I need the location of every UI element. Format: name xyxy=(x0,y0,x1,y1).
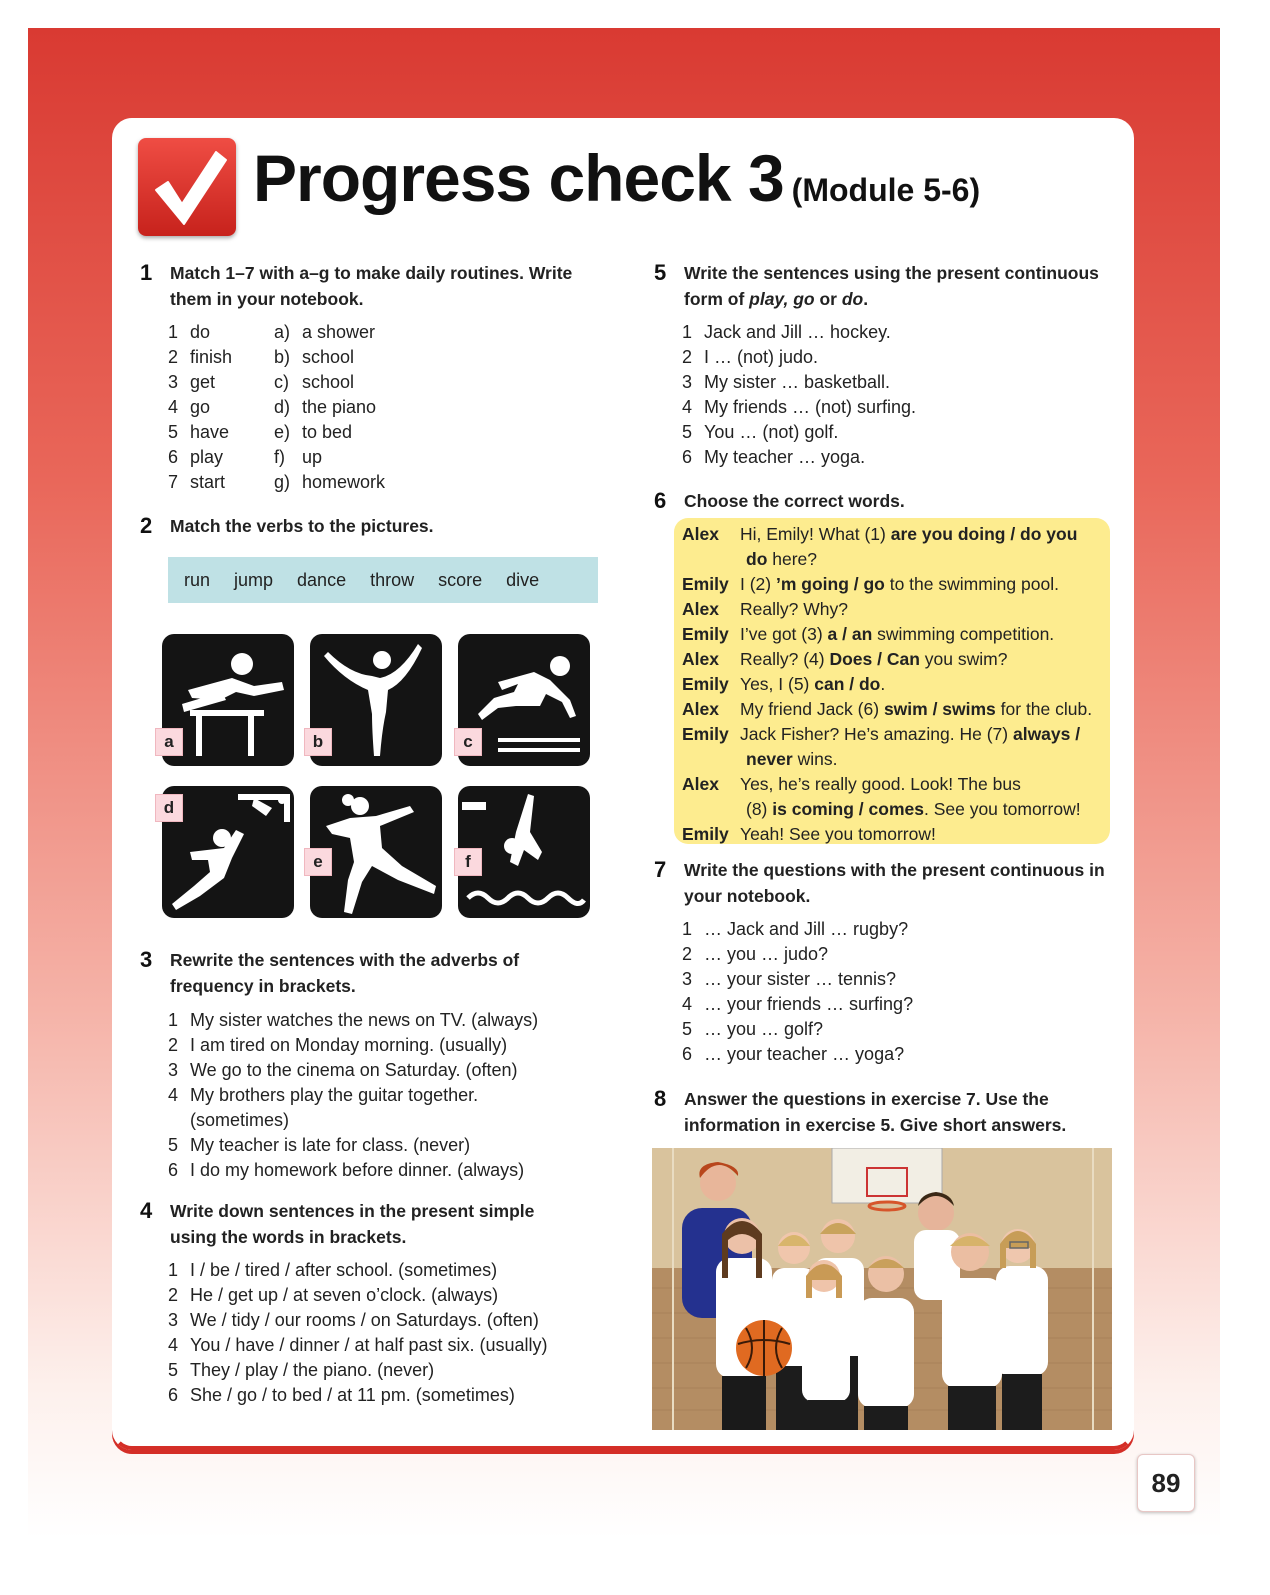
dialogue-line: Emily I (2) ’m going / go to the swimming pool. xyxy=(682,574,1059,594)
word: dive xyxy=(506,569,540,590)
exercise-heading: Rewrite the sentences with the adverbs of frequency in brackets. xyxy=(170,950,520,996)
list-item: 2 He / get up / at seven o’clock. (always) xyxy=(168,1285,499,1305)
exercise-heading: Answer the questions in exercise 7. Use the information in exercise 5. Give short answers. xyxy=(684,1089,1067,1135)
list-item: a) a shower xyxy=(274,322,376,342)
ex3-list xyxy=(168,1008,538,1183)
dialogue-line: Alex My friend Jack (6) swim / swims for the club. xyxy=(682,699,1093,719)
exercise-number: 4 xyxy=(140,1198,153,1223)
picture-label: a xyxy=(155,728,183,756)
exercise-heading: Write the sentences using the present continuous form of play, go or do. xyxy=(684,263,1099,309)
dialogue-line: Emily Yeah! See you tomorrow! xyxy=(682,824,936,844)
list-item: 5 They / play / the piano. (never) xyxy=(168,1360,435,1380)
ex1-right-list xyxy=(274,320,385,495)
exercise-number: 2 xyxy=(140,513,153,538)
exercise-number: 8 xyxy=(654,1086,667,1111)
list-item: f) up xyxy=(274,447,323,467)
word: dance xyxy=(297,569,347,590)
list-item: 4 My friends … (not) surfing. xyxy=(682,397,917,417)
list-item: 6 She / go / to bed / at 11 pm. (sometimes) xyxy=(168,1385,515,1405)
picture-label: b xyxy=(304,728,332,756)
list-item: 4 … your friends … surfing? xyxy=(682,994,914,1014)
list-item: 6 play xyxy=(168,447,224,467)
list-item: c) school xyxy=(274,372,355,392)
dialogue-line: Emily Jack Fisher? He’s amazing. He (7) always / never wins. xyxy=(682,724,1081,769)
exercise-heading: Choose the correct words. xyxy=(684,491,905,511)
exercise-heading: Write down sentences in the present simple using the words in brackets. xyxy=(170,1201,535,1247)
list-item: 5 My teacher is late for class. (never) xyxy=(168,1135,471,1155)
dialogue-line: Alex Yes, he’s really good. Look! The bus (8) is coming / comes. See you tomorrow! xyxy=(682,774,1081,819)
list-item: 2 … you … judo? xyxy=(682,944,829,964)
list-item: 1 My sister watches the news on TV. (always) xyxy=(168,1010,539,1030)
picture-label: d xyxy=(155,794,183,822)
list-item: 2 finish xyxy=(168,347,233,367)
dialogue-line: Alex Really? Why? xyxy=(682,599,848,619)
page-number: 89 xyxy=(1137,1454,1195,1512)
page-subtitle: (Module 5-6) xyxy=(791,172,981,208)
checkmark-icon xyxy=(138,138,236,236)
word: jump xyxy=(234,569,274,590)
dialogue-line: Alex Really? (4) Does / Can you swim? xyxy=(682,649,1008,669)
dialogue xyxy=(682,522,1112,847)
page-title: Progress check 3 (Module 5-6) xyxy=(253,141,981,215)
exercise-number: 5 xyxy=(654,260,667,285)
list-item: b) school xyxy=(274,347,355,367)
list-item: (sometimes) xyxy=(190,1110,290,1130)
kids-sports-team-photo xyxy=(652,1148,1112,1430)
list-item: 7 start xyxy=(168,472,226,492)
picture-label: f xyxy=(454,848,482,876)
list-item: 3 We / tidy / our rooms / on Saturdays. (often) xyxy=(168,1310,539,1330)
list-item: 2 I am tired on Monday morning. (usually) xyxy=(168,1035,508,1055)
picture-label: e xyxy=(304,848,332,876)
ex7-list xyxy=(682,917,913,1067)
ex4-list xyxy=(168,1258,548,1408)
ex5-list xyxy=(682,320,916,470)
list-item: 3 We go to the cinema on Saturday. (often) xyxy=(168,1060,518,1080)
dialogue-line: Emily I’ve got (3) a / an swimming competition. xyxy=(682,624,1055,644)
list-item: 1 … Jack and Jill … rugby? xyxy=(682,919,909,939)
list-item: e) to bed xyxy=(274,422,353,442)
list-item: 5 … you … golf? xyxy=(682,1019,824,1039)
picture-label: c xyxy=(454,728,482,756)
list-item: 4 My brothers play the guitar together. xyxy=(168,1085,479,1105)
list-item: 6 … your teacher … yoga? xyxy=(682,1044,905,1064)
exercise-heading: Match 1–7 with a–g to make daily routines. Write them in your notebook. xyxy=(170,263,573,309)
list-item: 5 have xyxy=(168,422,230,442)
list-item: 6 I do my homework before dinner. (always) xyxy=(168,1160,525,1180)
list-item: g) homework xyxy=(274,472,386,492)
list-item: 6 My teacher … yoga. xyxy=(682,447,866,467)
list-item: 3 … your sister … tennis? xyxy=(682,969,897,989)
list-item: 4 go xyxy=(168,397,211,417)
exercise-number: 6 xyxy=(654,488,667,513)
word-box xyxy=(168,557,598,603)
list-item: 1 I / be / tired / after school. (sometimes) xyxy=(168,1260,498,1280)
ex1-left-list xyxy=(168,320,232,495)
word: throw xyxy=(370,569,415,590)
dialogue-line: Alex Hi, Emily! What (1) are you doing / do you do here? xyxy=(682,524,1078,569)
list-item: 2 I … (not) judo. xyxy=(682,347,819,367)
word: run xyxy=(184,569,211,590)
exercise-number: 7 xyxy=(654,857,667,882)
exercise-number: 3 xyxy=(140,947,153,972)
list-item: 3 get xyxy=(168,372,216,392)
list-item: 3 My sister … basketball. xyxy=(682,372,891,392)
list-item: 4 You / have / dinner / at half past six. (usually) xyxy=(168,1335,548,1355)
dialogue-line: Emily Yes, I (5) can / do. xyxy=(682,674,886,694)
exercise-heading: Match the verbs to the pictures. xyxy=(170,516,434,536)
list-item: 1 Jack and Jill … hockey. xyxy=(682,322,891,342)
exercise-heading: Write the questions with the present continuous in your notebook. xyxy=(684,860,1105,906)
exercise-number: 1 xyxy=(140,260,153,285)
word: score xyxy=(438,569,483,590)
list-item: 5 You … (not) golf. xyxy=(682,422,839,442)
list-item: d) the piano xyxy=(274,397,377,417)
list-item: 1 do xyxy=(168,322,211,342)
